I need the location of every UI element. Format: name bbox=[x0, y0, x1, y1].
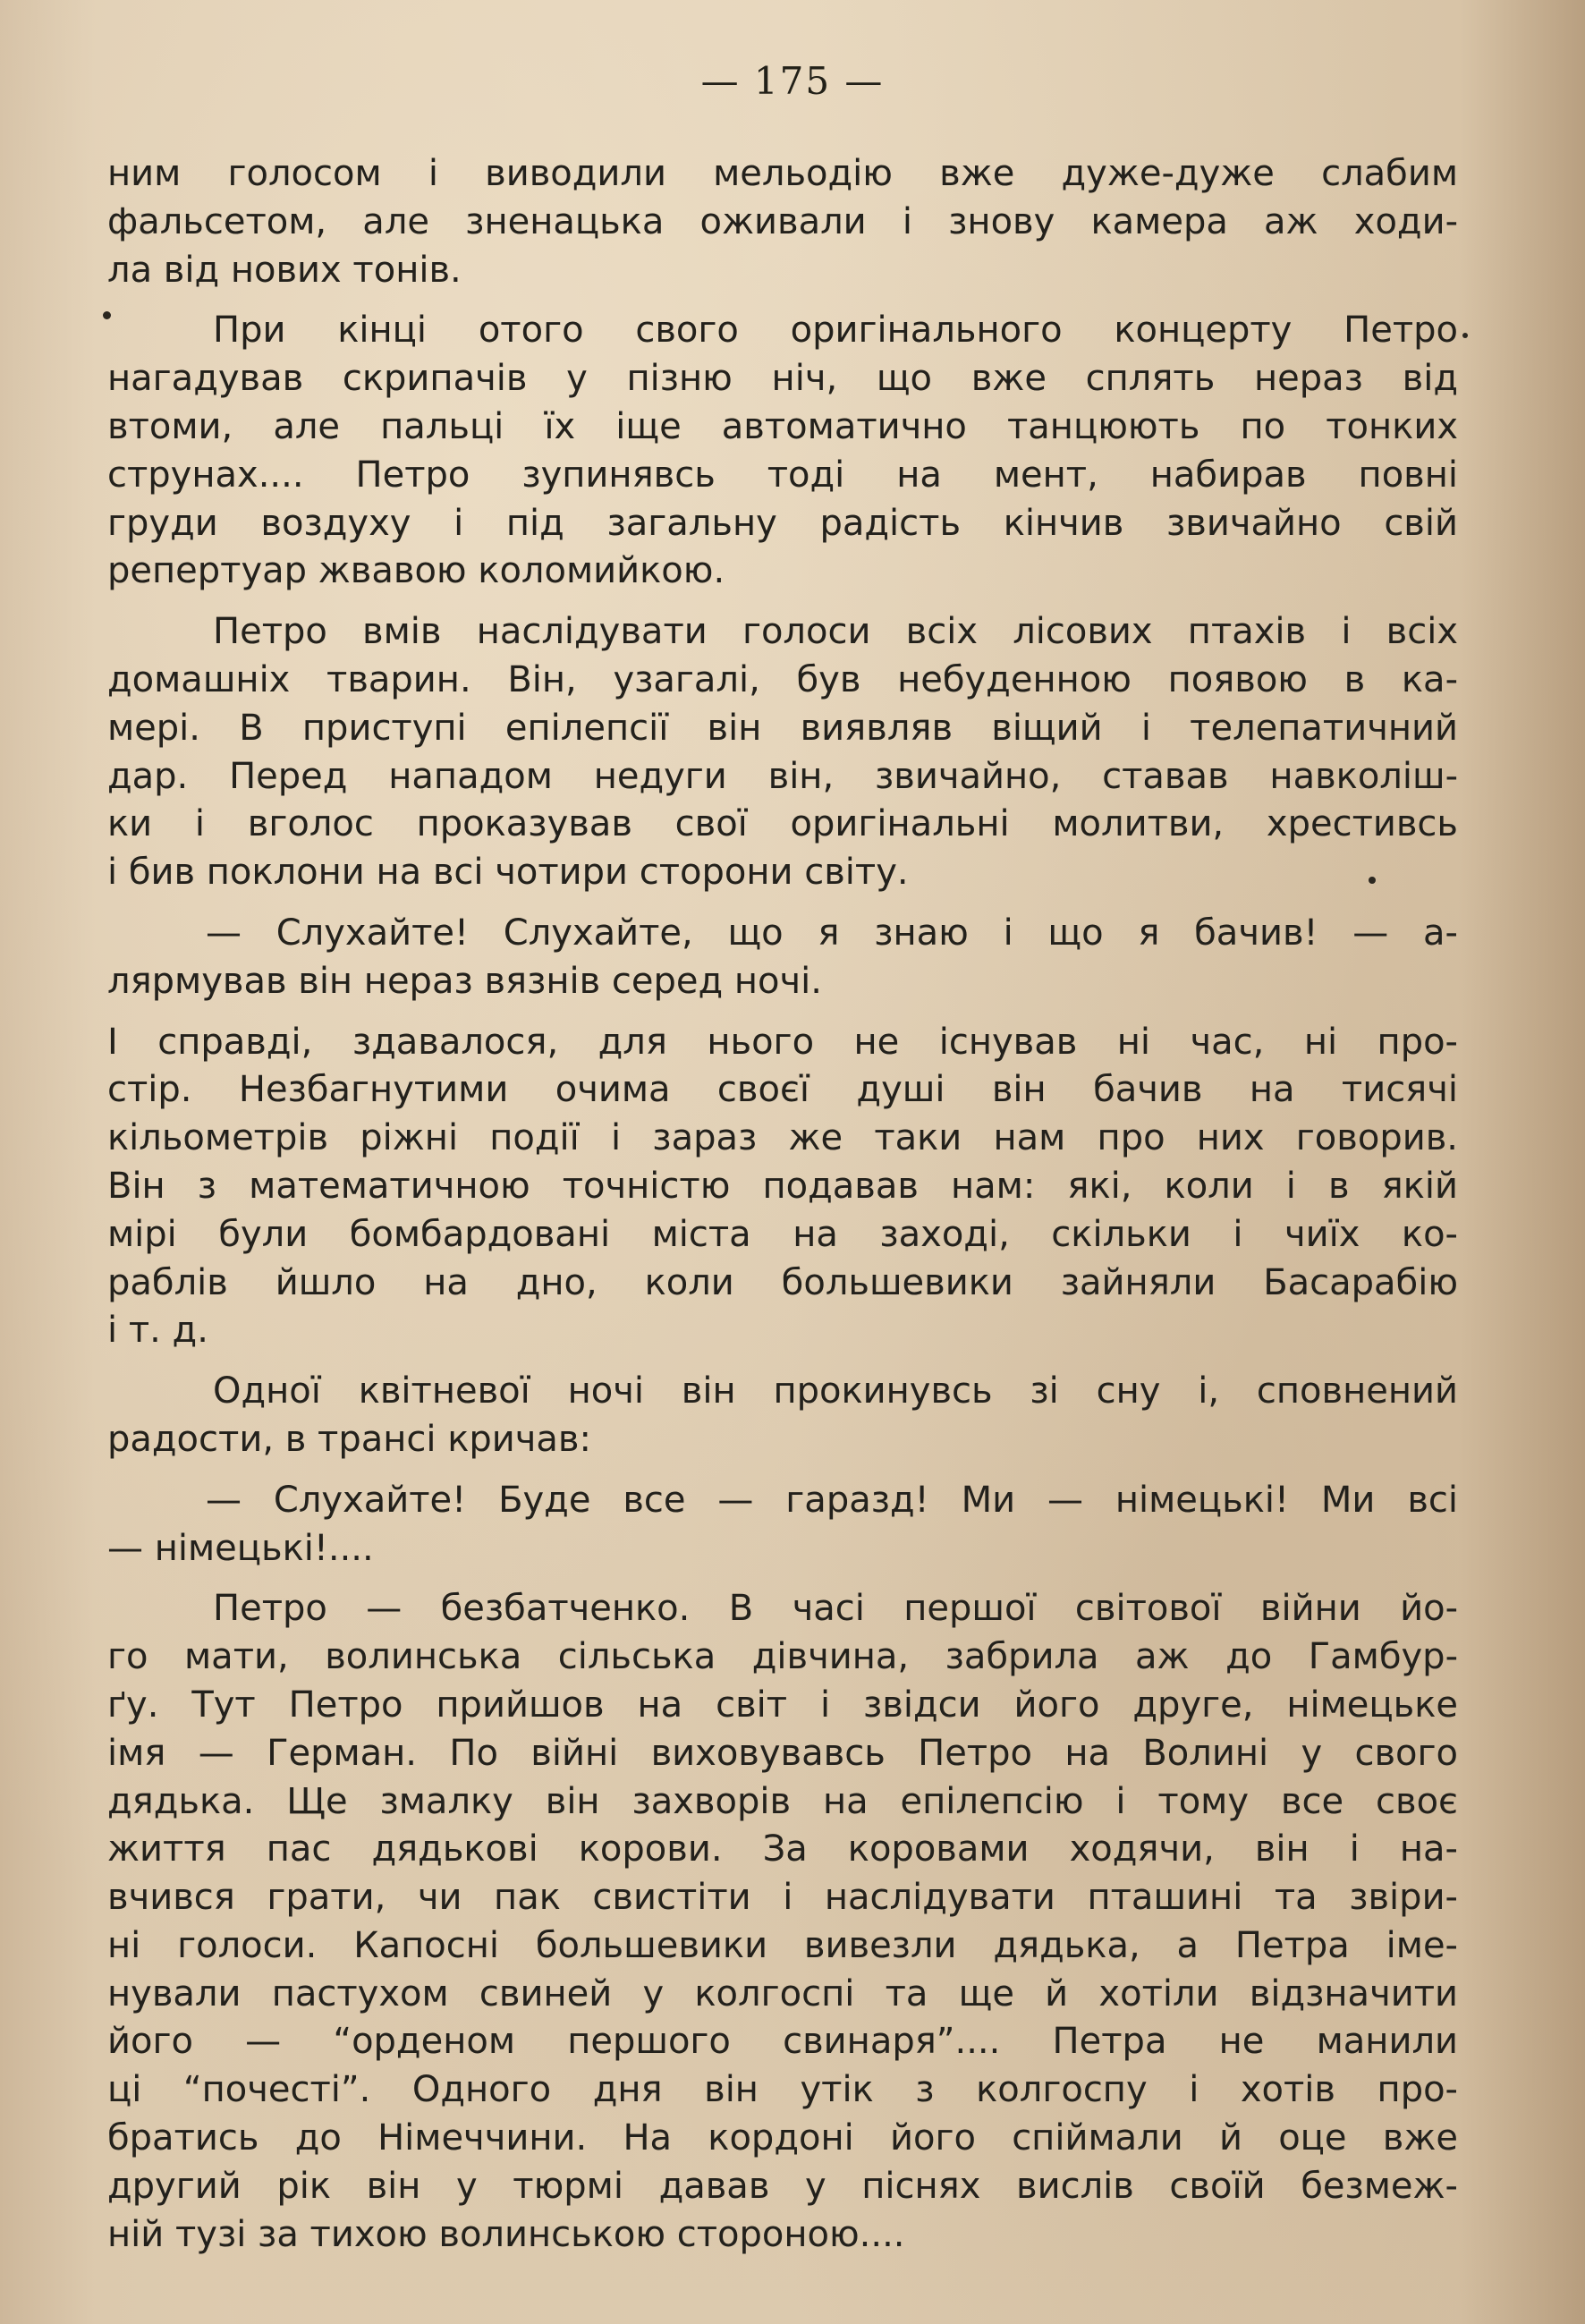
text-line: При кінці отого свого оригінального концерту Петро bbox=[213, 310, 1458, 352]
text-line: ці “почесті”. Одного дня він утік з колгоспу і хотів про- bbox=[107, 2069, 1458, 2111]
text-line: втоми, але пальці їх іще автоматично танцюють по тонких bbox=[107, 405, 1458, 447]
text-line: — німецькі!.... bbox=[107, 1527, 374, 1569]
ink-speck bbox=[1462, 333, 1468, 338]
text-line: Одної квітневої ночі він прокинувсь зі сну і, сповнений bbox=[213, 1370, 1458, 1412]
text-line: мері. В приступі епілепсії він виявляв віщий і телепатичний bbox=[107, 707, 1458, 749]
text-line: І справді, здавалося, для нього не існував ні час, ні про- bbox=[107, 1021, 1458, 1063]
text-line: вчився грати, чи пак свистіти і наслідувати пташині та звіри- bbox=[107, 1877, 1458, 1919]
text-line: ґу. Тут Петро прийшов на світ і звідси його друге, німецьке bbox=[107, 1684, 1458, 1726]
text-line: радости, в трансі кричав: bbox=[107, 1418, 591, 1460]
text-line: репертуар жвавою коломийкою. bbox=[107, 550, 725, 592]
paragraph bbox=[107, 1019, 1458, 1356]
text-line: ні голоси. Капосні большевики вивезли дядька, а Петра іме- bbox=[107, 1924, 1458, 1966]
paragraph bbox=[107, 307, 1458, 596]
body-text bbox=[107, 150, 1458, 2259]
text-line: і т. д. bbox=[107, 1310, 208, 1352]
paragraph bbox=[107, 150, 1458, 294]
text-line: мірі були бомбардовані міста на заході, скільки і чиїх ко- bbox=[107, 1213, 1458, 1255]
paragraph bbox=[107, 1368, 1458, 1464]
text-line: фальсетом, але зненацька оживали і знову камера аж ходи- bbox=[107, 200, 1458, 242]
text-line: братись до Німеччини. На кордоні його спіймали й оце вже bbox=[107, 2117, 1458, 2159]
text-line: ним голосом і виводили мельодію вже дуже-дуже слабим bbox=[107, 153, 1458, 194]
text-line: другий рік він у тюрмі давав у піснях вислів своїй безмеж- bbox=[107, 2165, 1458, 2207]
text-line: домашніх тварин. Він, узагалі, був небуденною появою в ка- bbox=[107, 658, 1458, 700]
paragraph-gap bbox=[107, 294, 1458, 307]
text-line: ки і вголос проказував свої оригінальні молитви, хрестивсь bbox=[107, 803, 1458, 845]
text-line: дар. Перед нападом недуги він, звичайно, ставав навколіш- bbox=[107, 755, 1458, 797]
paragraph-gap bbox=[107, 897, 1458, 910]
text-line: груди воздуху і під загальну радість кінчив звичайно свій bbox=[107, 502, 1458, 544]
paragraph bbox=[107, 910, 1458, 1006]
text-line: Він з математичною точністю подавав нам: які, коли і в якій bbox=[107, 1165, 1458, 1207]
paragraph-gap bbox=[107, 1464, 1458, 1477]
ink-speck bbox=[1369, 877, 1376, 884]
text-line: нагадував скрипачів у пізню ніч, що вже сплять нераз від bbox=[107, 358, 1458, 400]
paragraph-gap bbox=[107, 1355, 1458, 1368]
text-line: ній тузі за тихою волинською стороною.... bbox=[107, 2213, 905, 2255]
text-line: і бив поклони на всі чотири сторони світу. bbox=[107, 852, 909, 894]
page-number: — 175 — bbox=[700, 59, 885, 103]
text-line: струнах.... Петро зупинявсь тоді на мент, набирав повні bbox=[107, 454, 1458, 496]
text-line: стір. Незбагнутими очима своєї душі він бачив на тисячі bbox=[107, 1069, 1458, 1111]
text-line: Петро — безбатченко. В часі першої світової війни йо- bbox=[213, 1588, 1458, 1630]
paragraph bbox=[107, 1585, 1458, 2259]
text-line: життя пас дядькові корови. За коровами ходячи, він і на- bbox=[107, 1828, 1458, 1870]
paragraph-gap bbox=[107, 1006, 1458, 1019]
ink-speck bbox=[103, 311, 111, 319]
text-line: кільометрів ріжні події і зараз же таки нам про них говорив. bbox=[107, 1117, 1458, 1159]
text-line: раблів йшло на дно, коли большевики зайняли Басарабію bbox=[107, 1261, 1458, 1303]
text-line: імя — Герман. По війні виховувавсь Петро на Волині у свого bbox=[107, 1732, 1458, 1774]
text-line: його — “орденом першого свинаря”.... Петра не манили bbox=[107, 2021, 1458, 2063]
text-line: нували пастухом свиней у колгоспі та ще й хотіли відзначити bbox=[107, 1972, 1458, 2014]
text-line: лярмував він нераз вязнів серед ночі. bbox=[107, 960, 822, 1002]
text-line: Петро вмів наслідувати голоси всіх лісових птахів і всіх bbox=[213, 611, 1458, 653]
text-line: — Слухайте! Слухайте, що я знаю і що я бачив! — а- bbox=[206, 912, 1458, 954]
paragraph bbox=[107, 1477, 1458, 1573]
text-line: ла від нових тонів. bbox=[107, 249, 462, 291]
paragraph-gap bbox=[107, 596, 1458, 608]
text-line: го мати, волинська сільська дівчина, забрила аж до Гамбур- bbox=[107, 1636, 1458, 1678]
paragraph-gap bbox=[107, 1573, 1458, 1585]
paragraph bbox=[107, 608, 1458, 897]
text-line: дядька. Ще змалку він захворів на епілепсію і тому все своє bbox=[107, 1780, 1458, 1822]
text-line: — Слухайте! Буде все — гаразд! Ми — німецькі! Ми всі bbox=[206, 1479, 1458, 1521]
